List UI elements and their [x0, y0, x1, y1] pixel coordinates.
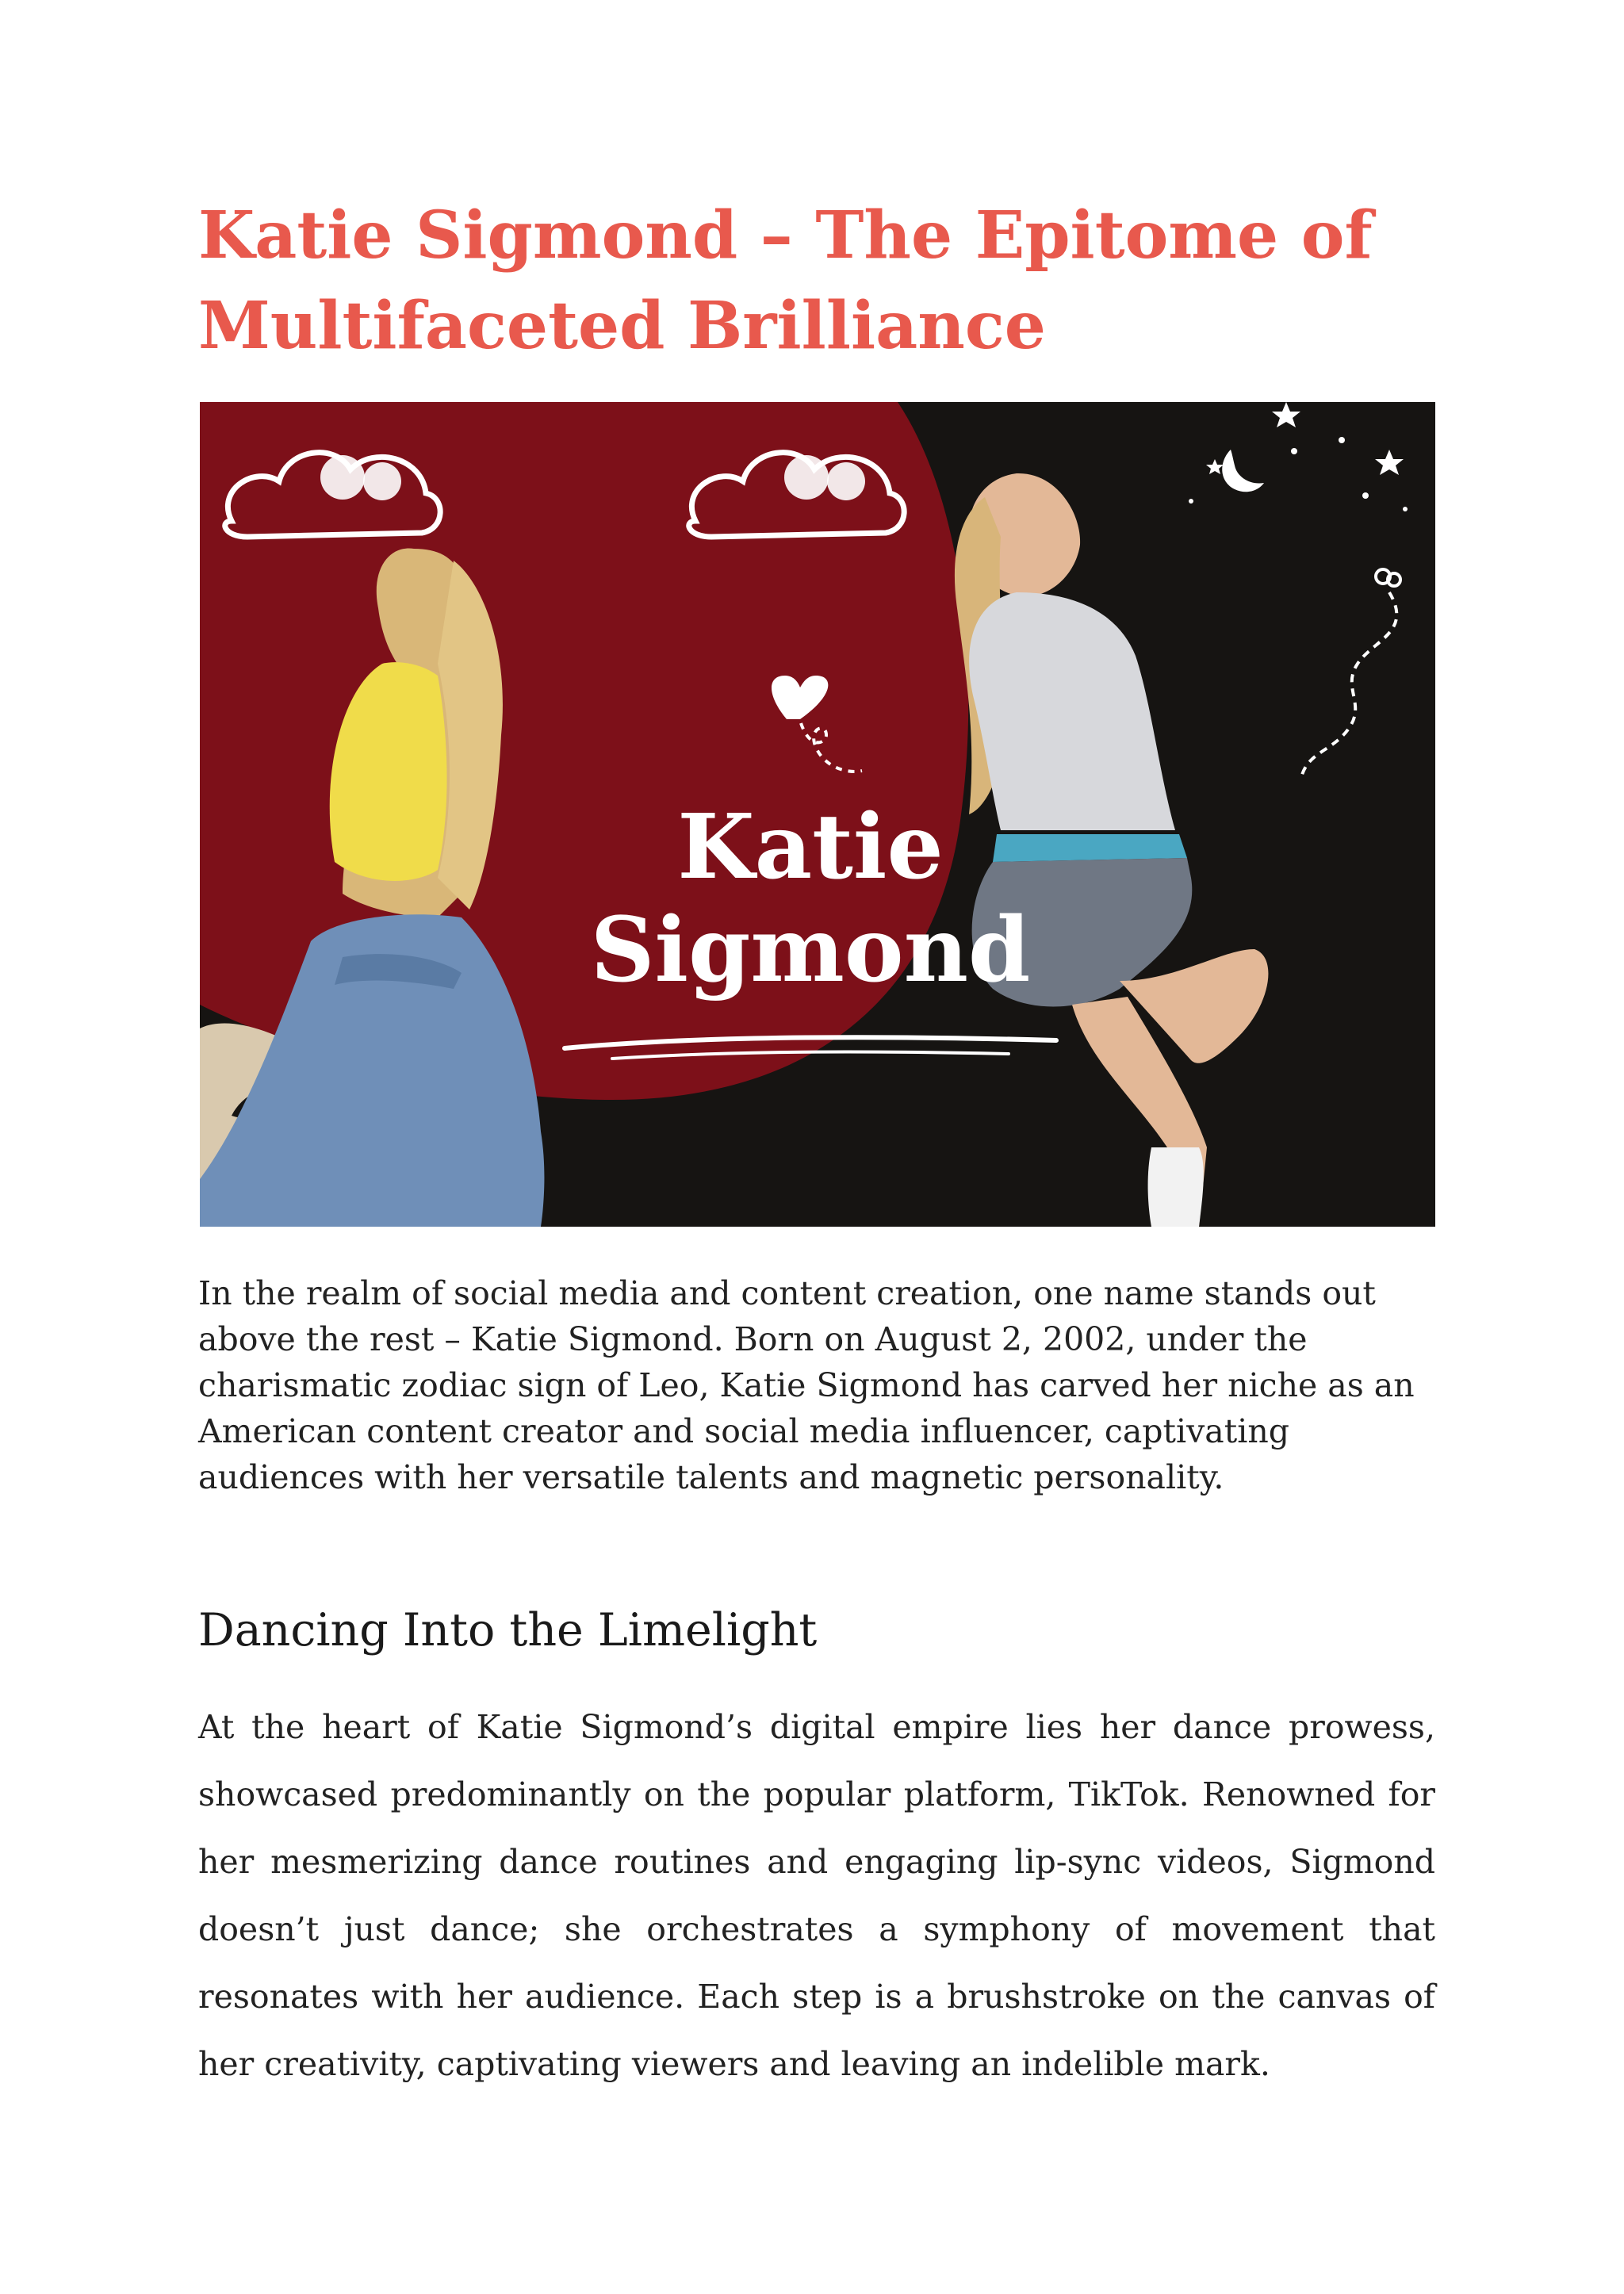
hero-overlay-name-line2: Sigmond [590, 898, 1031, 1002]
hero-overlay-name-line1: Katie [677, 795, 944, 899]
hero-image [200, 402, 1435, 1227]
article-title: Katie Sigmond – The Epitome of Multifaceted Brilliance [198, 197, 1373, 364]
section-heading: Dancing Into the Limelight [198, 1604, 818, 1656]
section-paragraph: At the heart of Katie Sigmond’s digital empire lies her dance prowess, showcased predominantly on the popular platform, TikTok. Renowned for her mesmerizing dance routines and engaging lip-sync videos, Sigmond doesn’t just dance; she orchestrates a symphony of movement that resonates with her audience. Each step is a brushstroke on the canvas of her creativity, captivating viewers and leaving an indelible mark. [198, 1708, 1435, 2083]
intro-paragraph: In the realm of social media and content creation, one name stands out above the rest – Katie Sigmond. Born on August 2, 2002, under the charismatic zodiac sign of Leo, Katie Sigmond has carved her niche as an American content creator and social media influencer, captivating audiences with her versatile talents and magnetic personality. [198, 1274, 1415, 1496]
